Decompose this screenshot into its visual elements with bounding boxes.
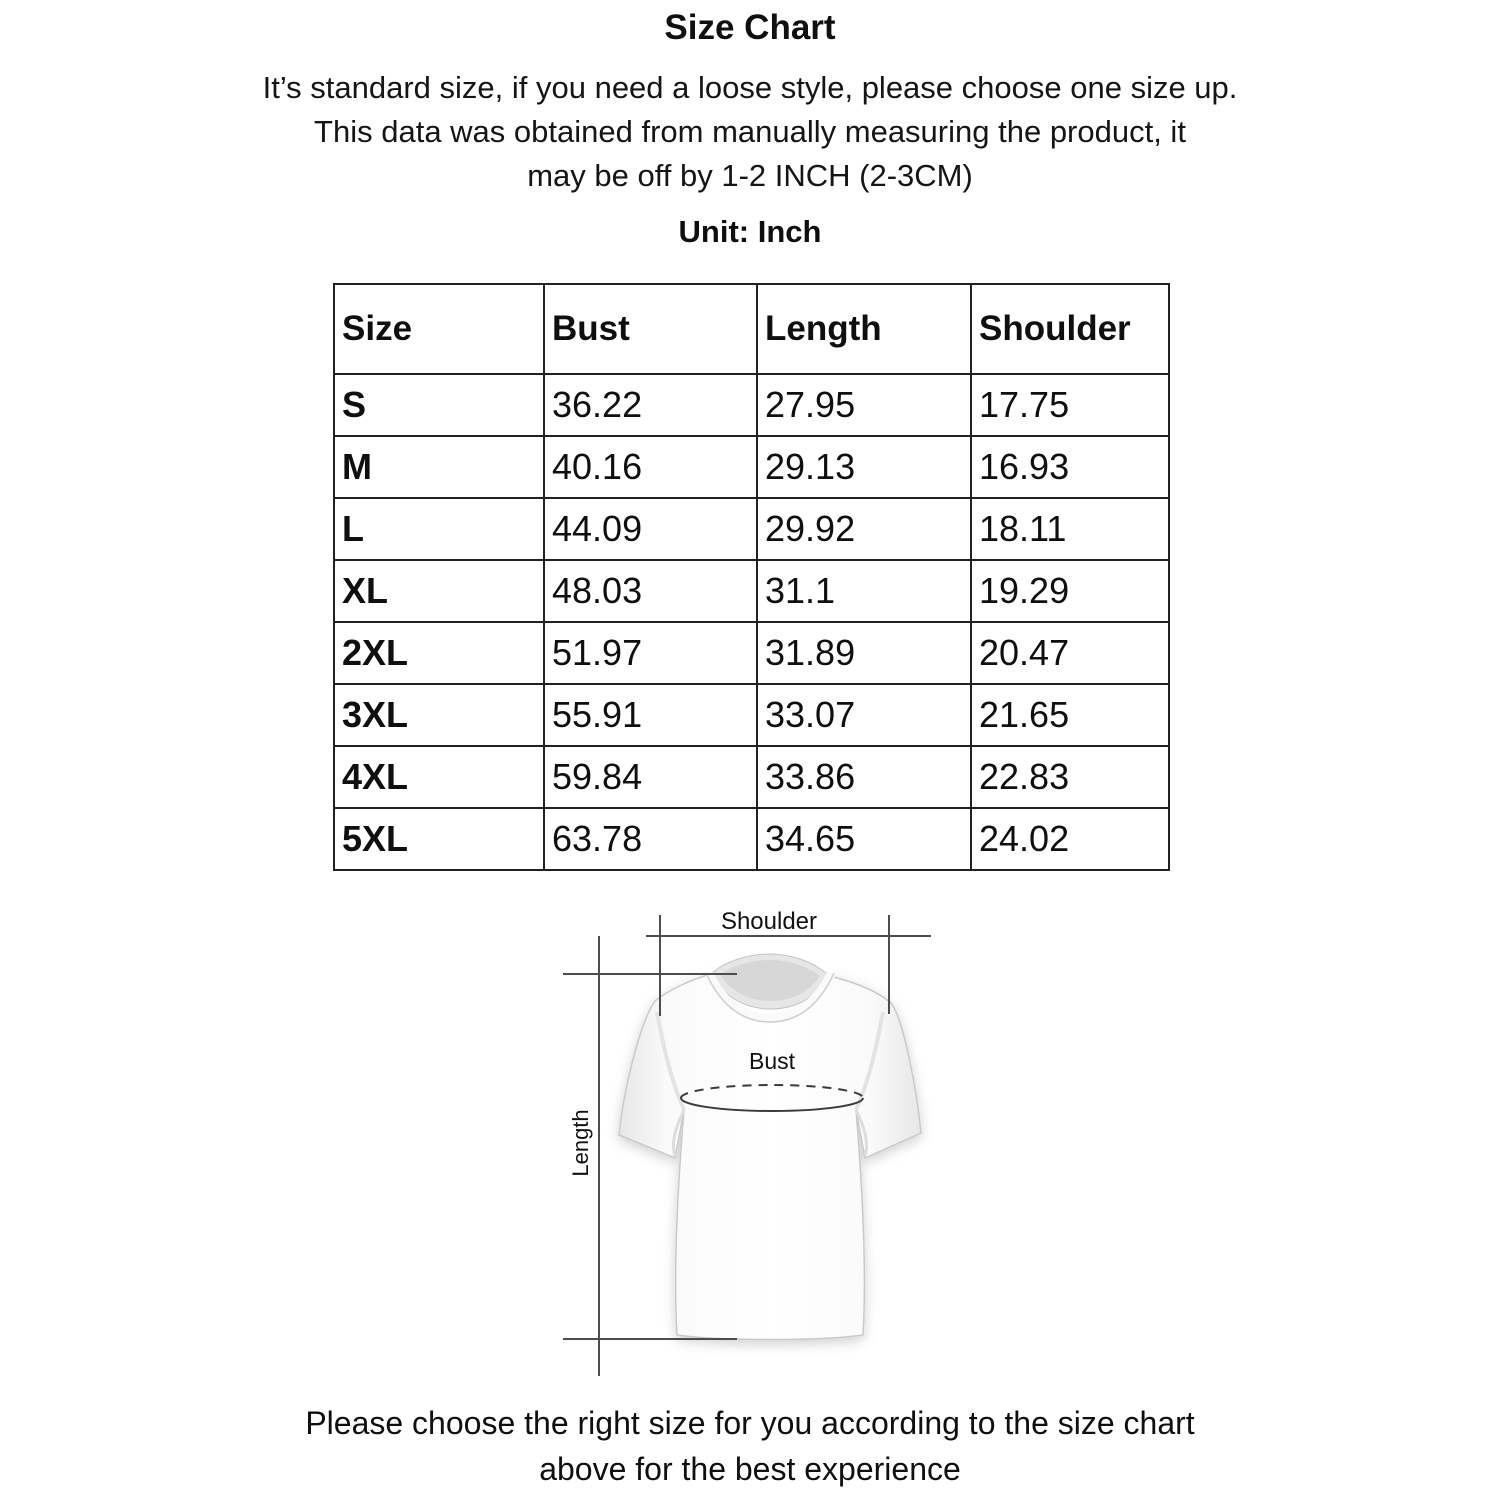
cell-value: 22.83: [971, 746, 1169, 808]
cell-value: 40.16: [544, 436, 757, 498]
length-label: Length: [568, 1109, 593, 1177]
cell-size: M: [334, 436, 544, 498]
cell-value: 33.07: [757, 684, 971, 746]
column-header-length: Length: [757, 284, 971, 374]
table-row: [334, 436, 1169, 498]
cell-size: 4XL: [334, 746, 544, 808]
cell-value: 59.84: [544, 746, 757, 808]
table-row: [334, 560, 1169, 622]
page-title: Size Chart: [664, 8, 836, 47]
table-row: [334, 374, 1169, 436]
cell-value: 19.29: [971, 560, 1169, 622]
cell-value: 51.97: [544, 622, 757, 684]
cell-value: 31.89: [757, 622, 971, 684]
cell-size: 3XL: [334, 684, 544, 746]
size-note: [0, 66, 1500, 198]
column-header-shoulder: Shoulder: [971, 284, 1169, 374]
size-note-line: may be off by 1-2 INCH (2-3CM): [527, 158, 973, 193]
column-header-size: Size: [334, 284, 544, 374]
cell-value: 18.11: [971, 498, 1169, 560]
tshirt-graphic: [619, 954, 921, 1340]
bust-label: Bust: [748, 1048, 796, 1074]
cell-size: S: [334, 374, 544, 436]
cell-value: 16.93: [971, 436, 1169, 498]
tshirt-measurement-diagram: [553, 888, 973, 1388]
table-row: [334, 498, 1169, 560]
cell-value: 55.91: [544, 684, 757, 746]
cell-value: 20.47: [971, 622, 1169, 684]
footer-note: [0, 1400, 1500, 1492]
table-row: [334, 622, 1169, 684]
table-row: [334, 684, 1169, 746]
table-row: [334, 746, 1169, 808]
cell-value: 36.22: [544, 374, 757, 436]
cell-value: 21.65: [971, 684, 1169, 746]
footer-line: Please choose the right size for you according to the size chart: [305, 1405, 1195, 1441]
size-table: [333, 283, 1170, 871]
cell-size: XL: [334, 560, 544, 622]
cell-value: 63.78: [544, 808, 757, 870]
cell-size: 5XL: [334, 808, 544, 870]
shoulder-label: Shoulder: [720, 908, 818, 935]
size-note-line: It’s standard size, if you need a loose style, please choose one size up.: [262, 70, 1238, 105]
cell-value: 24.02: [971, 808, 1169, 870]
table-row: [334, 808, 1169, 870]
cell-value: 44.09: [544, 498, 757, 560]
cell-value: 29.92: [757, 498, 971, 560]
table-header-row: [334, 284, 1169, 374]
cell-value: 48.03: [544, 560, 757, 622]
footer-line: above for the best experience: [539, 1451, 961, 1487]
cell-value: 33.86: [757, 746, 971, 808]
cell-value: 27.95: [757, 374, 971, 436]
size-note-line: This data was obtained from manually measuring the product, it: [314, 114, 1186, 149]
size-table-body: [334, 374, 1169, 870]
cell-value: 29.13: [757, 436, 971, 498]
cell-value: 34.65: [757, 808, 971, 870]
cell-size: L: [334, 498, 544, 560]
cell-value: 17.75: [971, 374, 1169, 436]
cell-size: 2XL: [334, 622, 544, 684]
unit-label: Unit: Inch: [678, 214, 822, 249]
cell-value: 31.1: [757, 560, 971, 622]
column-header-bust: Bust: [544, 284, 757, 374]
